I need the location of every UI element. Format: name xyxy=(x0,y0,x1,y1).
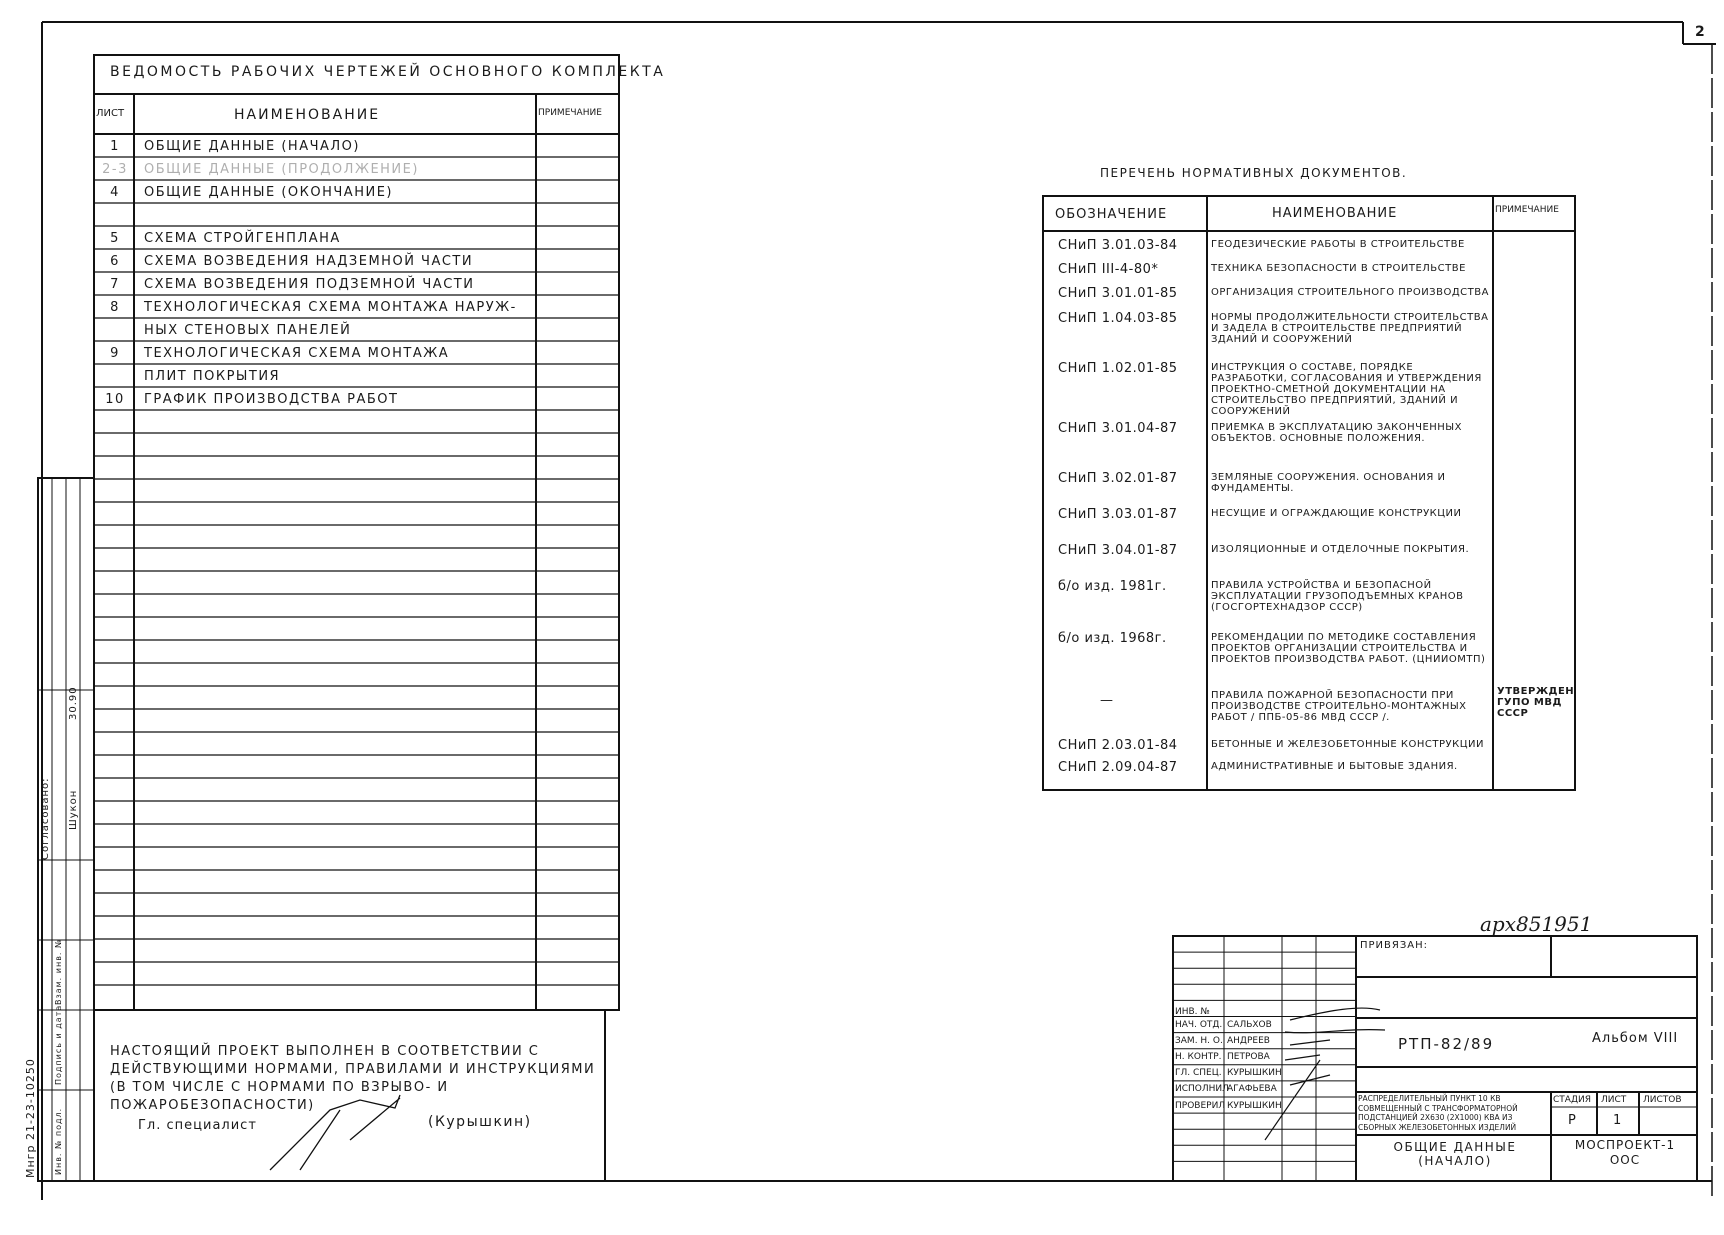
norm-name: ИНСТРУКЦИЯ О СОСТАВЕ, ПОРЯДКЕ РАЗРАБОТКИ, СОГЛАСОВАНИЯ И УТВЕРЖДЕНИЯ ПРОЕКТНО-СМЕТНОЙ ДОКУМЕНТАЦИИ НА СТРОИТЕЛЬСТВО ПРЕДПРИЯТИЙ, ЗДАНИЙ И СООРУЖЕНИЙ xyxy=(1211,362,1482,417)
norm-name: ОРГАНИЗАЦИЯ СТРОИТЕЛЬНОГО ПРОИЗВОДСТВА xyxy=(1211,287,1489,298)
norm-name: РЕКОМЕНДАЦИИ ПО МЕТОДИКЕ СОСТАВЛЕНИЯ ПРОЕКТОВ ОРГАНИЗАЦИИ СТРОИТЕЛЬСТВА И ПРОЕКТОВ ПРОИЗВОДСТВА РАБОТ. (ЦНИИОМТП) xyxy=(1211,632,1486,665)
norm-name: ИЗОЛЯЦИОННЫЕ И ОТДЕЛОЧНЫЕ ПОКРЫТИЯ. xyxy=(1211,544,1470,555)
agreed-date: 30.90 xyxy=(68,686,79,720)
drawing-name: ОБЩИЕ ДАННЫЕ (ПРОДОЛЖЕНИЕ) xyxy=(144,162,419,177)
drawing-sheet-number: 7 xyxy=(110,277,120,292)
norm-name: ПРИЕМКА В ЭКСПЛУАТАЦИЮ ЗАКОНЧЕННЫХ ОБЪЕКТОВ. ОСНОВНЫЕ ПОЛОЖЕНИЯ. xyxy=(1211,422,1462,444)
staff-name: ПЕТРОВА xyxy=(1227,1052,1270,1063)
norm-name: ПРАВИЛА УСТРОЙСТВА И БЕЗОПАСНОЙ ЭКСПЛУАТАЦИИ ГРУЗОПОДЪЕМНЫХ КРАНОВ (ГОСГОРТЕХНАДЗОР СССР) xyxy=(1211,580,1464,613)
staff-role: НАЧ. ОТД. xyxy=(1175,1020,1223,1030)
drawing-name: ПЛИТ ПОКРЫТИЯ xyxy=(144,369,281,384)
norm-code: СНиП 3.01.03-84 xyxy=(1058,238,1178,253)
sheets-label: ЛИСТОВ xyxy=(1643,1095,1682,1105)
drawing-name: СХЕМА СТРОЙГЕНПЛАНА xyxy=(144,231,341,246)
agreed-signer: Шукон xyxy=(68,789,79,830)
norms-header-name: НАИМЕНОВАНИЕ xyxy=(1272,206,1398,221)
chief-specialist-name: (Курышкин) xyxy=(428,1114,532,1130)
drawing-name: СХЕМА ВОЗВЕДЕНИЯ НАДЗЕМНОЙ ЧАСТИ xyxy=(144,254,474,269)
drawing-sheet-number: 5 xyxy=(110,231,120,246)
agreed-label: Согласовано: xyxy=(40,777,51,860)
compliance-note-text: НАСТОЯЩИЙ ПРОЕКТ ВЫПОЛНЕН В СООТВЕТСТВИИ С ДЕЙСТВУЮЩИМИ НОРМАМИ, ПРАВИЛАМИ И ИНСТРУКЦИЯМИ (В ТОМ ЧИСЛЕ С НОРМАМИ ПО ВЗРЫВО- И ПОЖАРОБЕЗОПАСНОСТИ) xyxy=(110,1044,596,1113)
staff-role: ИСПОЛНИЛ xyxy=(1175,1084,1229,1095)
header-sheet: ЛИСТ xyxy=(96,108,125,119)
norm-name: НОРМЫ ПРОДОЛЖИТЕЛЬНОСТИ СТРОИТЕЛЬСТВА И ЗАДЕЛА В СТРОИТЕЛЬСТВЕ ПРЕДПРИЯТИЙ ЗДАНИЙ И СООРУЖЕНИЙ xyxy=(1211,312,1489,345)
drawing-sheet-number: 9 xyxy=(110,346,120,361)
album-label: Альбом VIII xyxy=(1592,1031,1679,1046)
drawing-sheet-number: 4 xyxy=(110,185,120,200)
drawing-sheet-number: 10 xyxy=(105,392,125,407)
norm-name: ПРАВИЛА ПОЖАРНОЙ БЕЗОПАСНОСТИ ПРИ ПРОИЗВОДСТВЕ СТРОИТЕЛЬНО-МОНТАЖНЫХ РАБОТ / ППБ-05-86 МВД СССР /. xyxy=(1211,690,1467,723)
inv-number: Мнгр 21-23-10250 xyxy=(24,1058,37,1178)
norm-name: ТЕХНИКА БЕЗОПАСНОСТИ В СТРОИТЕЛЬСТВЕ xyxy=(1211,263,1466,274)
project-code: РТП-82/89 xyxy=(1398,1035,1495,1053)
document-title: ОБЩИЕ ДАННЫЕ (НАЧАЛО) xyxy=(1393,1140,1517,1168)
staff-name: КУРЫШКИН xyxy=(1227,1100,1282,1111)
chief-specialist-label: Гл. специалист xyxy=(138,1118,257,1133)
header-note: ПРИМЕЧАНИЕ xyxy=(538,108,602,118)
organization: МОСПРОЕКТ-1 ООС xyxy=(1574,1138,1676,1167)
norms-list-title: ПЕРЕЧЕНЬ НОРМАТИВНЫХ ДОКУМЕНТОВ. xyxy=(1100,166,1408,180)
inv-label: ИНВ. № xyxy=(1175,1007,1210,1017)
norm-code: СНиП 1.02.01-85 xyxy=(1058,361,1178,376)
staff-role: Н. КОНТР. xyxy=(1175,1052,1222,1063)
norm-code: СНиП III-4-80* xyxy=(1058,262,1159,277)
drawing-sheet-number: 2-3 xyxy=(102,162,128,177)
norm-code: СНиП 2.09.04-87 xyxy=(1058,760,1178,775)
drawing-name: ГРАФИК ПРОИЗВОДСТВА РАБОТ xyxy=(144,392,399,407)
norm-name: ГЕОДЕЗИЧЕСКИЕ РАБОТЫ В СТРОИТЕЛЬСТВЕ xyxy=(1211,239,1465,250)
sign-date-label: Подпись и дата xyxy=(54,1004,63,1085)
norm-note: УТВЕРЖДЕН ГУПО МВД СССР xyxy=(1497,686,1575,719)
norm-code: СНиП 1.04.03-85 xyxy=(1058,311,1178,326)
norm-name: БЕТОННЫЕ И ЖЕЛЕЗОБЕТОННЫЕ КОНСТРУКЦИИ xyxy=(1211,739,1484,750)
sheet-value: 1 xyxy=(1613,1113,1623,1128)
staff-name: САЛЬХОВ xyxy=(1227,1020,1272,1030)
staff-name: КУРЫШКИН xyxy=(1227,1068,1282,1079)
drawing-name: СХЕМА ВОЗВЕДЕНИЯ ПОДЗЕМНОЙ ЧАСТИ xyxy=(144,277,475,292)
norm-code: б/о изд. 1981г. xyxy=(1058,579,1167,594)
drawing-name: ОБЩИЕ ДАННЫЕ (ОКОНЧАНИЕ) xyxy=(144,185,393,200)
drawing-name: ТЕХНОЛОГИЧЕСКАЯ СХЕМА МОНТАЖА xyxy=(144,346,450,361)
norms-header-code: ОБОЗНАЧЕНИЕ xyxy=(1055,207,1168,222)
norm-code: СНиП 3.01.04-87 xyxy=(1058,421,1178,436)
drawing-name: НЫХ СТЕНОВЫХ ПАНЕЛЕЙ xyxy=(144,323,352,338)
norm-name: АДМИНИСТРАТИВНЫЕ И БЫТОВЫЕ ЗДАНИЯ. xyxy=(1211,761,1458,772)
norm-code: — xyxy=(1100,693,1114,708)
stage-label: СТАДИЯ xyxy=(1553,1095,1591,1105)
replaces-inv-label: Взам. инв. № xyxy=(54,938,63,1005)
drawing-name: ОБЩИЕ ДАННЫЕ (НАЧАЛО) xyxy=(144,139,360,154)
drawing-sheet-number: 1 xyxy=(110,139,120,154)
staff-name: АНДРЕЕВ xyxy=(1227,1036,1270,1047)
norms-header-note: ПРИМЕЧАНИЕ xyxy=(1495,205,1559,215)
drawing-name: ТЕХНОЛОГИЧЕСКАЯ СХЕМА МОНТАЖА НАРУЖ- xyxy=(144,300,517,315)
norm-code: б/о изд. 1968г. xyxy=(1058,631,1167,646)
header-name: НАИМЕНОВАНИЕ xyxy=(234,107,381,123)
staff-name: АГАФЬЕВА xyxy=(1227,1084,1277,1095)
drawing-sheet-number: 8 xyxy=(110,300,120,315)
norm-code: СНиП 3.03.01-87 xyxy=(1058,507,1178,522)
stage-value: Р xyxy=(1568,1113,1578,1128)
drawings-list-title: ВЕДОМОСТЬ РАБОЧИХ ЧЕРТЕЖЕЙ ОСНОВНОГО КОМПЛЕКТА xyxy=(110,64,666,80)
drawing-sheet-number: 6 xyxy=(110,254,120,269)
sheet-label: ЛИСТ xyxy=(1601,1095,1627,1105)
inv-orig-label: Инв. № подл. xyxy=(54,1107,63,1175)
staff-role: ГЛ. СПЕЦ. xyxy=(1175,1068,1222,1079)
norm-name: НЕСУЩИЕ И ОГРАЖДАЮЩИЕ КОНСТРУКЦИИ xyxy=(1211,508,1462,519)
norm-code: СНиП 3.02.01-87 xyxy=(1058,471,1178,486)
staff-role: ЗАМ. Н. О. xyxy=(1175,1036,1223,1047)
norm-code: СНиП 3.01.01-85 xyxy=(1058,286,1178,301)
staff-role: ПРОВЕРИЛ xyxy=(1175,1100,1226,1111)
norm-name: ЗЕМЛЯНЫЕ СООРУЖЕНИЯ. ОСНОВАНИЯ И ФУНДАМЕНТЫ. xyxy=(1211,472,1446,494)
norm-code: СНиП 3.04.01-87 xyxy=(1058,543,1178,558)
norm-code: СНиП 2.03.01-84 xyxy=(1058,738,1178,753)
archive-number: арх851951 xyxy=(1480,912,1593,936)
bound-label: ПРИВЯЗАН: xyxy=(1360,940,1428,951)
object-name: РАСПРЕДЕЛИТЕЛЬНЫЙ ПУНКТ 10 КВ СОВМЕЩЕННЫЙ С ТРАНСФОРМАТОРНОЙ ПОДСТАНЦИЕЙ 2X630 (2X1000) КВА ИЗ СБОРНЫХ ЖЕЛЕЗОБЕТОННЫХ ИЗДЕЛИЙ xyxy=(1358,1094,1518,1132)
page-number: 2 xyxy=(1695,24,1707,40)
